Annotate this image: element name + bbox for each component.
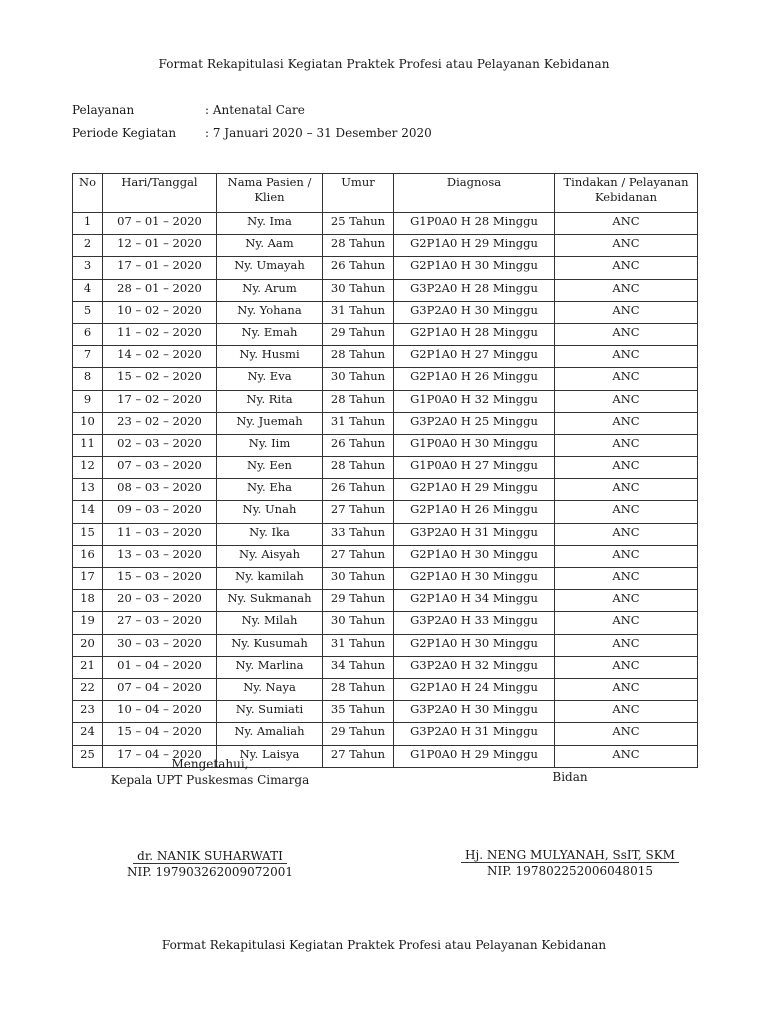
row-age: 31 Tahun: [323, 634, 394, 656]
row-service: ANC: [555, 346, 698, 368]
row-service: ANC: [555, 723, 698, 745]
row-age: 25 Tahun: [323, 213, 394, 235]
row-date: 17 – 02 – 2020: [103, 390, 217, 412]
table-row: [73, 412, 698, 434]
row-date: 15 – 03 – 2020: [103, 568, 217, 590]
table-row: [73, 590, 698, 612]
signature-bidan-name-block: [440, 848, 700, 878]
row-age: 30 Tahun: [323, 279, 394, 301]
row-diagnosis: G3P2A0 H 25 Minggu: [394, 412, 555, 434]
row-age: 28 Tahun: [323, 346, 394, 368]
signature-head-name-block: [110, 849, 310, 879]
row-diagnosis: G2P1A0 H 30 Minggu: [394, 545, 555, 567]
row-date: 10 – 02 – 2020: [103, 301, 217, 323]
row-no: 16: [73, 545, 103, 567]
row-diagnosis: G2P1A0 H 29 Minggu: [394, 235, 555, 257]
row-patient: Ny. Ika: [217, 523, 323, 545]
row-service: ANC: [555, 390, 698, 412]
row-service: ANC: [555, 701, 698, 723]
row-patient: Ny. Umayah: [217, 257, 323, 279]
row-service: ANC: [555, 412, 698, 434]
row-diagnosis: G1P0A0 H 28 Minggu: [394, 213, 555, 235]
row-no: 2: [73, 235, 103, 257]
table-row: [73, 523, 698, 545]
row-no: 3: [73, 257, 103, 279]
row-no: 24: [73, 723, 103, 745]
table-row: [73, 545, 698, 567]
row-diagnosis: G2P1A0 H 34 Minggu: [394, 590, 555, 612]
row-diagnosis: G1P0A0 H 27 Minggu: [394, 457, 555, 479]
row-patient: Ny. Husmi: [217, 346, 323, 368]
row-patient: Ny. kamilah: [217, 568, 323, 590]
row-patient: Ny. Arum: [217, 279, 323, 301]
table-row: [73, 457, 698, 479]
row-diagnosis: G3P2A0 H 30 Minggu: [394, 701, 555, 723]
row-age: 26 Tahun: [323, 434, 394, 456]
header-age: Umur: [323, 174, 394, 213]
table-row: [73, 634, 698, 656]
row-diagnosis: G2P1A0 H 30 Minggu: [394, 634, 555, 656]
row-date: 23 – 02 – 2020: [103, 412, 217, 434]
table-row: [73, 301, 698, 323]
row-date: 09 – 03 – 2020: [103, 501, 217, 523]
row-diagnosis: G3P2A0 H 32 Minggu: [394, 656, 555, 678]
row-no: 7: [73, 346, 103, 368]
table-header-row: [73, 174, 698, 213]
row-patient: Ny. Unah: [217, 501, 323, 523]
row-no: 23: [73, 701, 103, 723]
row-patient: Ny. Aisyah: [217, 545, 323, 567]
row-no: 9: [73, 390, 103, 412]
row-date: 11 – 02 – 2020: [103, 323, 217, 345]
row-service: ANC: [555, 434, 698, 456]
row-service: ANC: [555, 568, 698, 590]
row-service: ANC: [555, 368, 698, 390]
signature-block-head: [110, 757, 310, 787]
row-date: 08 – 03 – 2020: [103, 479, 217, 501]
row-date: 01 – 04 – 2020: [103, 656, 217, 678]
periode-value: : 7 Januari 2020 – 31 Desember 2020: [205, 126, 432, 140]
bidan-nip: NIP. 197802252006048015: [487, 864, 653, 878]
row-date: 13 – 03 – 2020: [103, 545, 217, 567]
row-service: ANC: [555, 745, 698, 767]
row-no: 1: [73, 213, 103, 235]
row-date: 15 – 02 – 2020: [103, 368, 217, 390]
row-age: 28 Tahun: [323, 235, 394, 257]
table-row: [73, 390, 698, 412]
row-patient: Ny. Sukmanah: [217, 590, 323, 612]
row-diagnosis: G2P1A0 H 26 Minggu: [394, 501, 555, 523]
table-row: [73, 368, 698, 390]
row-date: 14 – 02 – 2020: [103, 346, 217, 368]
row-service: ANC: [555, 523, 698, 545]
row-no: 5: [73, 301, 103, 323]
table-row: [73, 568, 698, 590]
table-row: [73, 235, 698, 257]
row-age: 33 Tahun: [323, 523, 394, 545]
row-diagnosis: G3P2A0 H 31 Minggu: [394, 723, 555, 745]
table-row: [73, 501, 698, 523]
row-diagnosis: G1P0A0 H 32 Minggu: [394, 390, 555, 412]
row-no: 13: [73, 479, 103, 501]
bidan-title: Bidan: [552, 770, 588, 784]
row-service: ANC: [555, 323, 698, 345]
row-service: ANC: [555, 634, 698, 656]
row-patient: Ny. Naya: [217, 678, 323, 700]
row-no: 10: [73, 412, 103, 434]
mengetahui-text: Mengetahui,: [171, 757, 249, 771]
row-diagnosis: G3P2A0 H 31 Minggu: [394, 523, 555, 545]
row-date: 10 – 04 – 2020: [103, 701, 217, 723]
header-diagnosis: Diagnosa: [394, 174, 555, 213]
row-age: 26 Tahun: [323, 479, 394, 501]
row-patient: Ny. Amaliah: [217, 723, 323, 745]
row-service: ANC: [555, 301, 698, 323]
row-no: 12: [73, 457, 103, 479]
row-no: 14: [73, 501, 103, 523]
table-row: [73, 257, 698, 279]
row-service: ANC: [555, 279, 698, 301]
row-diagnosis: G2P1A0 H 30 Minggu: [394, 257, 555, 279]
row-no: 20: [73, 634, 103, 656]
table-row: [73, 279, 698, 301]
row-date: 07 – 04 – 2020: [103, 678, 217, 700]
row-no: 8: [73, 368, 103, 390]
row-patient: Ny. Marlina: [217, 656, 323, 678]
footer-title: Format Rekapitulasi Kegiatan Praktek Profesi atau Pelayanan Kebidanan: [161, 938, 607, 952]
row-service: ANC: [555, 235, 698, 257]
table-row: [73, 678, 698, 700]
table-row: [73, 656, 698, 678]
row-no: 22: [73, 678, 103, 700]
row-diagnosis: G3P2A0 H 28 Minggu: [394, 279, 555, 301]
row-age: 29 Tahun: [323, 323, 394, 345]
row-patient: Ny. Aam: [217, 235, 323, 257]
row-no: 4: [73, 279, 103, 301]
row-service: ANC: [555, 257, 698, 279]
row-age: 28 Tahun: [323, 457, 394, 479]
row-patient: Ny. Juemah: [217, 412, 323, 434]
table-row: [73, 701, 698, 723]
row-patient: Ny. Een: [217, 457, 323, 479]
row-date: 12 – 01 – 2020: [103, 235, 217, 257]
row-date: 27 – 03 – 2020: [103, 612, 217, 634]
row-patient: Ny. Laisya: [217, 745, 323, 767]
row-no: 15: [73, 523, 103, 545]
row-diagnosis: G1P0A0 H 30 Minggu: [394, 434, 555, 456]
row-date: 02 – 03 – 2020: [103, 434, 217, 456]
row-date: 15 – 04 – 2020: [103, 723, 217, 745]
row-no: 17: [73, 568, 103, 590]
row-service: ANC: [555, 457, 698, 479]
pelayanan-line: [72, 103, 305, 117]
table-row: [73, 434, 698, 456]
row-date: 30 – 03 – 2020: [103, 634, 217, 656]
row-patient: Ny. Eha: [217, 479, 323, 501]
row-date: 11 – 03 – 2020: [103, 523, 217, 545]
row-diagnosis: G2P1A0 H 24 Minggu: [394, 678, 555, 700]
table-row: [73, 723, 698, 745]
row-patient: Ny. Ima: [217, 213, 323, 235]
row-diagnosis: G3P2A0 H 30 Minggu: [394, 301, 555, 323]
row-service: ANC: [555, 545, 698, 567]
row-no: 18: [73, 590, 103, 612]
row-service: ANC: [555, 479, 698, 501]
row-patient: Ny. Iim: [217, 434, 323, 456]
row-patient: Ny. Eva: [217, 368, 323, 390]
row-patient: Ny. Yohana: [217, 301, 323, 323]
header-no: No: [73, 174, 103, 213]
row-age: 28 Tahun: [323, 678, 394, 700]
row-age: 28 Tahun: [323, 390, 394, 412]
row-no: 19: [73, 612, 103, 634]
row-age: 30 Tahun: [323, 568, 394, 590]
row-patient: Ny. Milah: [217, 612, 323, 634]
table-body: [73, 213, 698, 768]
row-patient: Ny. Rita: [217, 390, 323, 412]
row-age: 30 Tahun: [323, 612, 394, 634]
head-nip: NIP. 197903262009072001: [127, 865, 293, 879]
header-service: Tindakan / Pelayanan Kebidanan: [555, 174, 698, 213]
row-age: 29 Tahun: [323, 723, 394, 745]
row-age: 29 Tahun: [323, 590, 394, 612]
bidan-name: Hj. NENG MULYANAH, SsIT, SKM: [461, 848, 679, 863]
table-row: [73, 323, 698, 345]
row-patient: Ny. Kusumah: [217, 634, 323, 656]
row-age: 31 Tahun: [323, 412, 394, 434]
row-date: 20 – 03 – 2020: [103, 590, 217, 612]
row-date: 07 – 03 – 2020: [103, 457, 217, 479]
row-date: 17 – 01 – 2020: [103, 257, 217, 279]
row-age: 27 Tahun: [323, 745, 394, 767]
rekap-table: [72, 173, 698, 768]
row-no: 21: [73, 656, 103, 678]
row-diagnosis: G2P1A0 H 29 Minggu: [394, 479, 555, 501]
table-row: [73, 346, 698, 368]
pelayanan-label: Pelayanan: [72, 103, 135, 117]
table-row: [73, 479, 698, 501]
row-diagnosis: G2P1A0 H 27 Minggu: [394, 346, 555, 368]
row-age: 34 Tahun: [323, 656, 394, 678]
row-diagnosis: G1P0A0 H 29 Minggu: [394, 745, 555, 767]
row-service: ANC: [555, 678, 698, 700]
row-no: 11: [73, 434, 103, 456]
row-date: 28 – 01 – 2020: [103, 279, 217, 301]
row-age: 27 Tahun: [323, 501, 394, 523]
pelayanan-value: : Antenatal Care: [205, 103, 305, 117]
row-service: ANC: [555, 590, 698, 612]
document-title: Format Rekapitulasi Kegiatan Praktek Profesi atau Pelayanan Kebidanan: [158, 57, 610, 71]
row-service: ANC: [555, 213, 698, 235]
table-row: [73, 213, 698, 235]
head-name: dr. NANIK SUHARWATI: [133, 849, 287, 864]
kepala-title: Kepala UPT Puskesmas Cimarga: [110, 773, 310, 787]
table-row: [73, 612, 698, 634]
row-age: 30 Tahun: [323, 368, 394, 390]
row-patient: Ny. Sumiati: [217, 701, 323, 723]
row-date: 07 – 01 – 2020: [103, 213, 217, 235]
periode-line: [72, 126, 432, 140]
row-date: 17 – 04 – 2020: [103, 745, 217, 767]
row-service: ANC: [555, 656, 698, 678]
row-patient: Ny. Emah: [217, 323, 323, 345]
header-patient: Nama Pasien / Klien: [217, 174, 323, 213]
row-no: 6: [73, 323, 103, 345]
row-diagnosis: G2P1A0 H 28 Minggu: [394, 323, 555, 345]
periode-label: Periode Kegiatan: [72, 126, 177, 140]
row-diagnosis: G2P1A0 H 30 Minggu: [394, 568, 555, 590]
row-age: 35 Tahun: [323, 701, 394, 723]
row-age: 26 Tahun: [323, 257, 394, 279]
row-no: 25: [73, 745, 103, 767]
row-service: ANC: [555, 612, 698, 634]
row-service: ANC: [555, 501, 698, 523]
row-age: 27 Tahun: [323, 545, 394, 567]
row-diagnosis: G2P1A0 H 26 Minggu: [394, 368, 555, 390]
header-date: Hari/Tanggal: [103, 174, 217, 213]
row-diagnosis: G3P2A0 H 33 Minggu: [394, 612, 555, 634]
row-age: 31 Tahun: [323, 301, 394, 323]
